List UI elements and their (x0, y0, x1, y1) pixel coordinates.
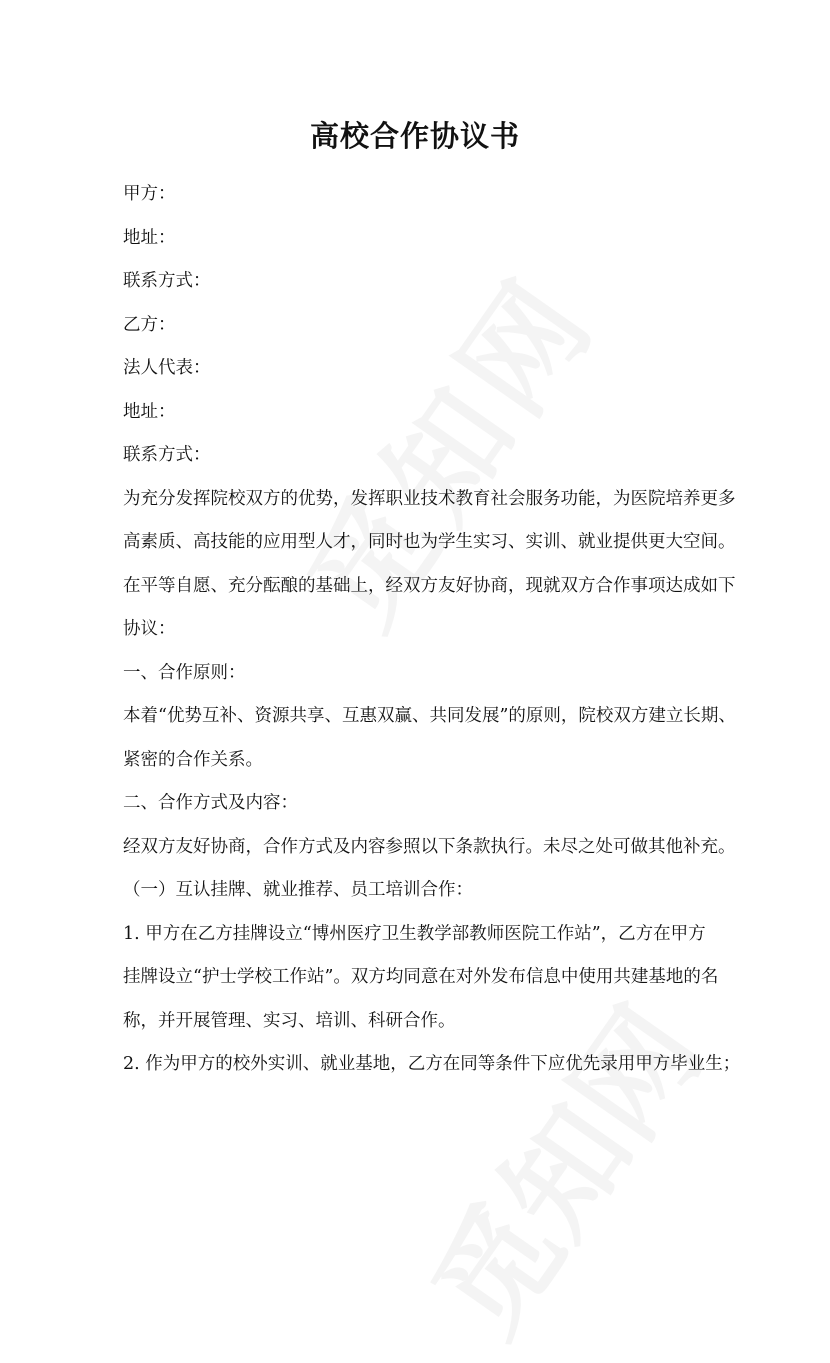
section-heading-methods: 二、合作方式及内容： (123, 793, 298, 813)
principles-text: 本着“优势互补、资源共享、互惠双赢、共同发展”的原则，院校双方建立长期、 (123, 706, 736, 726)
principles-text: 紧密的合作关系。 (123, 749, 263, 770)
clause-1-text: 挂牌设立“护士学校工作站”。双方均同意在对外发布信息中使用共建基地的名 (123, 967, 719, 987)
party-b-legal-rep-label: 法人代表： (123, 358, 211, 378)
preamble-line: 协议： (123, 619, 176, 639)
preamble-line: 为充分发挥院校双方的优势，发挥职业技术教育社会服务功能，为医院培养更多 (123, 488, 736, 509)
document-body (123, 173, 741, 1087)
party-b-address-label: 地址： (123, 401, 176, 422)
preamble-line: 在平等自愿、充分酝酿的基础上，经双方友好协商，现就双方合作事项达成如下 (123, 575, 736, 596)
party-a-address-label: 地址： (123, 227, 176, 248)
clause-1-text: 1. 甲方在乙方挂牌设立“博州医疗卫生教学部教师医院工作站”，乙方在甲方 (123, 923, 706, 944)
party-a-contact-label: 联系方式： (123, 271, 211, 291)
document-title: 高校合作协议书 (309, 119, 520, 153)
section-heading-principles: 一、合作原则： (123, 662, 246, 683)
methods-text: 经双方友好协商，合作方式及内容参照以下条款执行。未尽之处可做其他补充。 (123, 836, 736, 857)
party-b-label: 乙方： (123, 314, 176, 335)
subsection-heading: （一）互认挂牌、就业推荐、员工培训合作： (123, 880, 473, 900)
party-a-label: 甲方： (123, 184, 176, 204)
clause-1-text: 称，并开展管理、实习、培训、科研合作。 (123, 1010, 456, 1031)
party-b-contact-label: 联系方式： (123, 445, 211, 465)
clause-2-text: 2. 作为甲方的校外实训、就业基地，乙方在同等条件下应优先录用甲方毕业生； (123, 1054, 741, 1074)
preamble-line: 高素质、高技能的应用型人才，同时也为学生实习、实训、就业提供更大空间。 (123, 532, 736, 552)
